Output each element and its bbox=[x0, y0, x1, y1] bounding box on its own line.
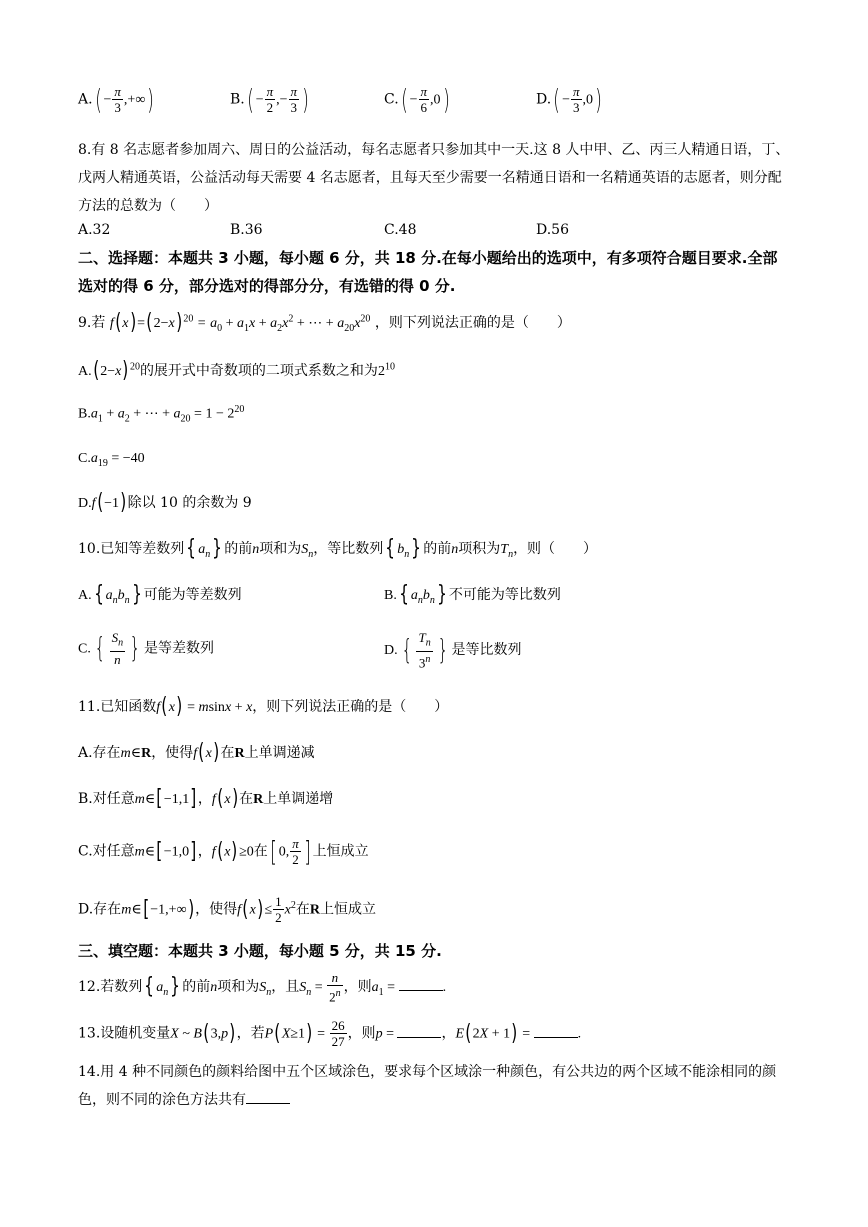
q10-stem: 10.已知等差数列{ $a_n$} 的前n项和为$S_n$，等比数列{ $b_n$} 的前n项积为$T_n$，则（ ） bbox=[78, 536, 598, 561]
q7-option-a: A.( − $\frac{\pi}{3}$ ,+∞) bbox=[78, 82, 155, 116]
q11-option-b: B.对任意m∈[−1,1]，f(x)在R上单调递增 bbox=[78, 786, 334, 811]
q8-text: 8.有 8 名志愿者参加周六、周日的公益活动，每名志愿者只参加其中一天.这 8 人中甲、乙、丙三人精通日语，丁、戊两人精通英语，公益活动每天需要 4 名志愿者，且每天至少需要一名精通日语和一名精通英语的志愿者，则分配方法的总数为（ ） bbox=[78, 142, 790, 214]
section-3-heading: 三、填空题：本题共 3 小题，每小题 5 分，共 15 分. bbox=[78, 942, 442, 960]
q10-option-b: B.{ $a_nb_n$} 不可能为等比数列 bbox=[384, 582, 561, 607]
q12-answer-blank[interactable] bbox=[399, 978, 443, 991]
q12-stem: 12.若数列{ $a_n$} 的前n项和为$S_n$，且$S_n$ = $\frac{n}{2^n}$ ，则$a_1$ = . bbox=[78, 970, 447, 1005]
q11-stem: 11.已知函数f(x) = msinx + x，则下列说法正确的是（ ） bbox=[78, 694, 449, 719]
q9-option-d: D.f(−1)除以 10 的余数为 9 bbox=[78, 490, 252, 515]
q11-option-c: C.对任意m∈[−1,0]，f(x)≥0在[ 0, $\frac{\pi}{2}$ ] 上恒成立 bbox=[78, 834, 369, 868]
q14-text: 14.用 4 种不同颜色的颜料给图中五个区域涂色，要求每个区域涂一种颜色，有公共边的两个区域不能涂相同的颜色，则不同的涂色方法共有 bbox=[78, 1064, 777, 1108]
q8-option-d: D.56 bbox=[536, 222, 569, 238]
q14-answer-blank[interactable] bbox=[246, 1091, 290, 1104]
q9-stem: 9.若 $f(x)=(2-x)^{20} = a_0 + a_1x + a_2x^2$ + ⋯ + $a_{20}x^{20}$ ，则下列说法正确的是（ ） bbox=[78, 310, 571, 335]
q7-option-c: C.( − $\frac{\pi}{6}$ ,0) bbox=[384, 82, 450, 116]
q10-option-d: D. { $\frac{T_n}{3^n}$ } 是等比数列 bbox=[384, 630, 522, 670]
q13-answer-blank-p[interactable] bbox=[397, 1025, 441, 1038]
q13-answer-blank-e[interactable] bbox=[534, 1025, 578, 1038]
q10-option-a: A.{ $a_nb_n$} 可能为等差数列 bbox=[78, 582, 242, 607]
q9-option-c: $C.a_{19} = -40$ bbox=[78, 451, 145, 469]
q8-option-b: B.36 bbox=[230, 222, 263, 238]
q11-option-d: D.存在m∈[−1,+∞)，使得f(x)≤ $\frac{1}{2}$ $x^2$在R上恒成立 bbox=[78, 894, 376, 925]
q11-option-a: A.存在m∈R，使得f(x)在R上单调递减 bbox=[78, 740, 315, 765]
q7-option-d: D.( − $\frac{\pi}{3}$ ,0) bbox=[536, 82, 602, 116]
q9-option-a: $A.(2-x)^{20}$的展开式中奇数项的二项式系数之和为$2^{10}$ bbox=[78, 358, 395, 383]
q10-option-c: C. { $\frac{S_n}{n}$ } 是等差数列 bbox=[78, 630, 214, 667]
q9-option-b: $B.a_1 + a_2$ + ⋯ + $a_{20} = 1 - 2^{20}$ bbox=[78, 404, 245, 425]
q13-stem: 13.设随机变量X ~ B(3,p)，若P(X≥1) = $\frac{26}{27}$ ，则p = ，E(2X + 1) = . bbox=[78, 1018, 582, 1049]
section-2-heading: 二、选择题：本题共 3 小题，每小题 6 分，共 18 分.在每小题给出的选项中，有多项符合题目要求.全部选对的得 6 分，部分选对的得部分分，有选错的得 0 分. bbox=[78, 249, 778, 295]
q7-option-b: B.( − $\frac{\pi}{2}$ ,− $\frac{\pi}{3}$ ) bbox=[230, 82, 309, 116]
q8-option-c: C.48 bbox=[384, 222, 417, 238]
q8-option-a: A.32 bbox=[78, 222, 111, 238]
